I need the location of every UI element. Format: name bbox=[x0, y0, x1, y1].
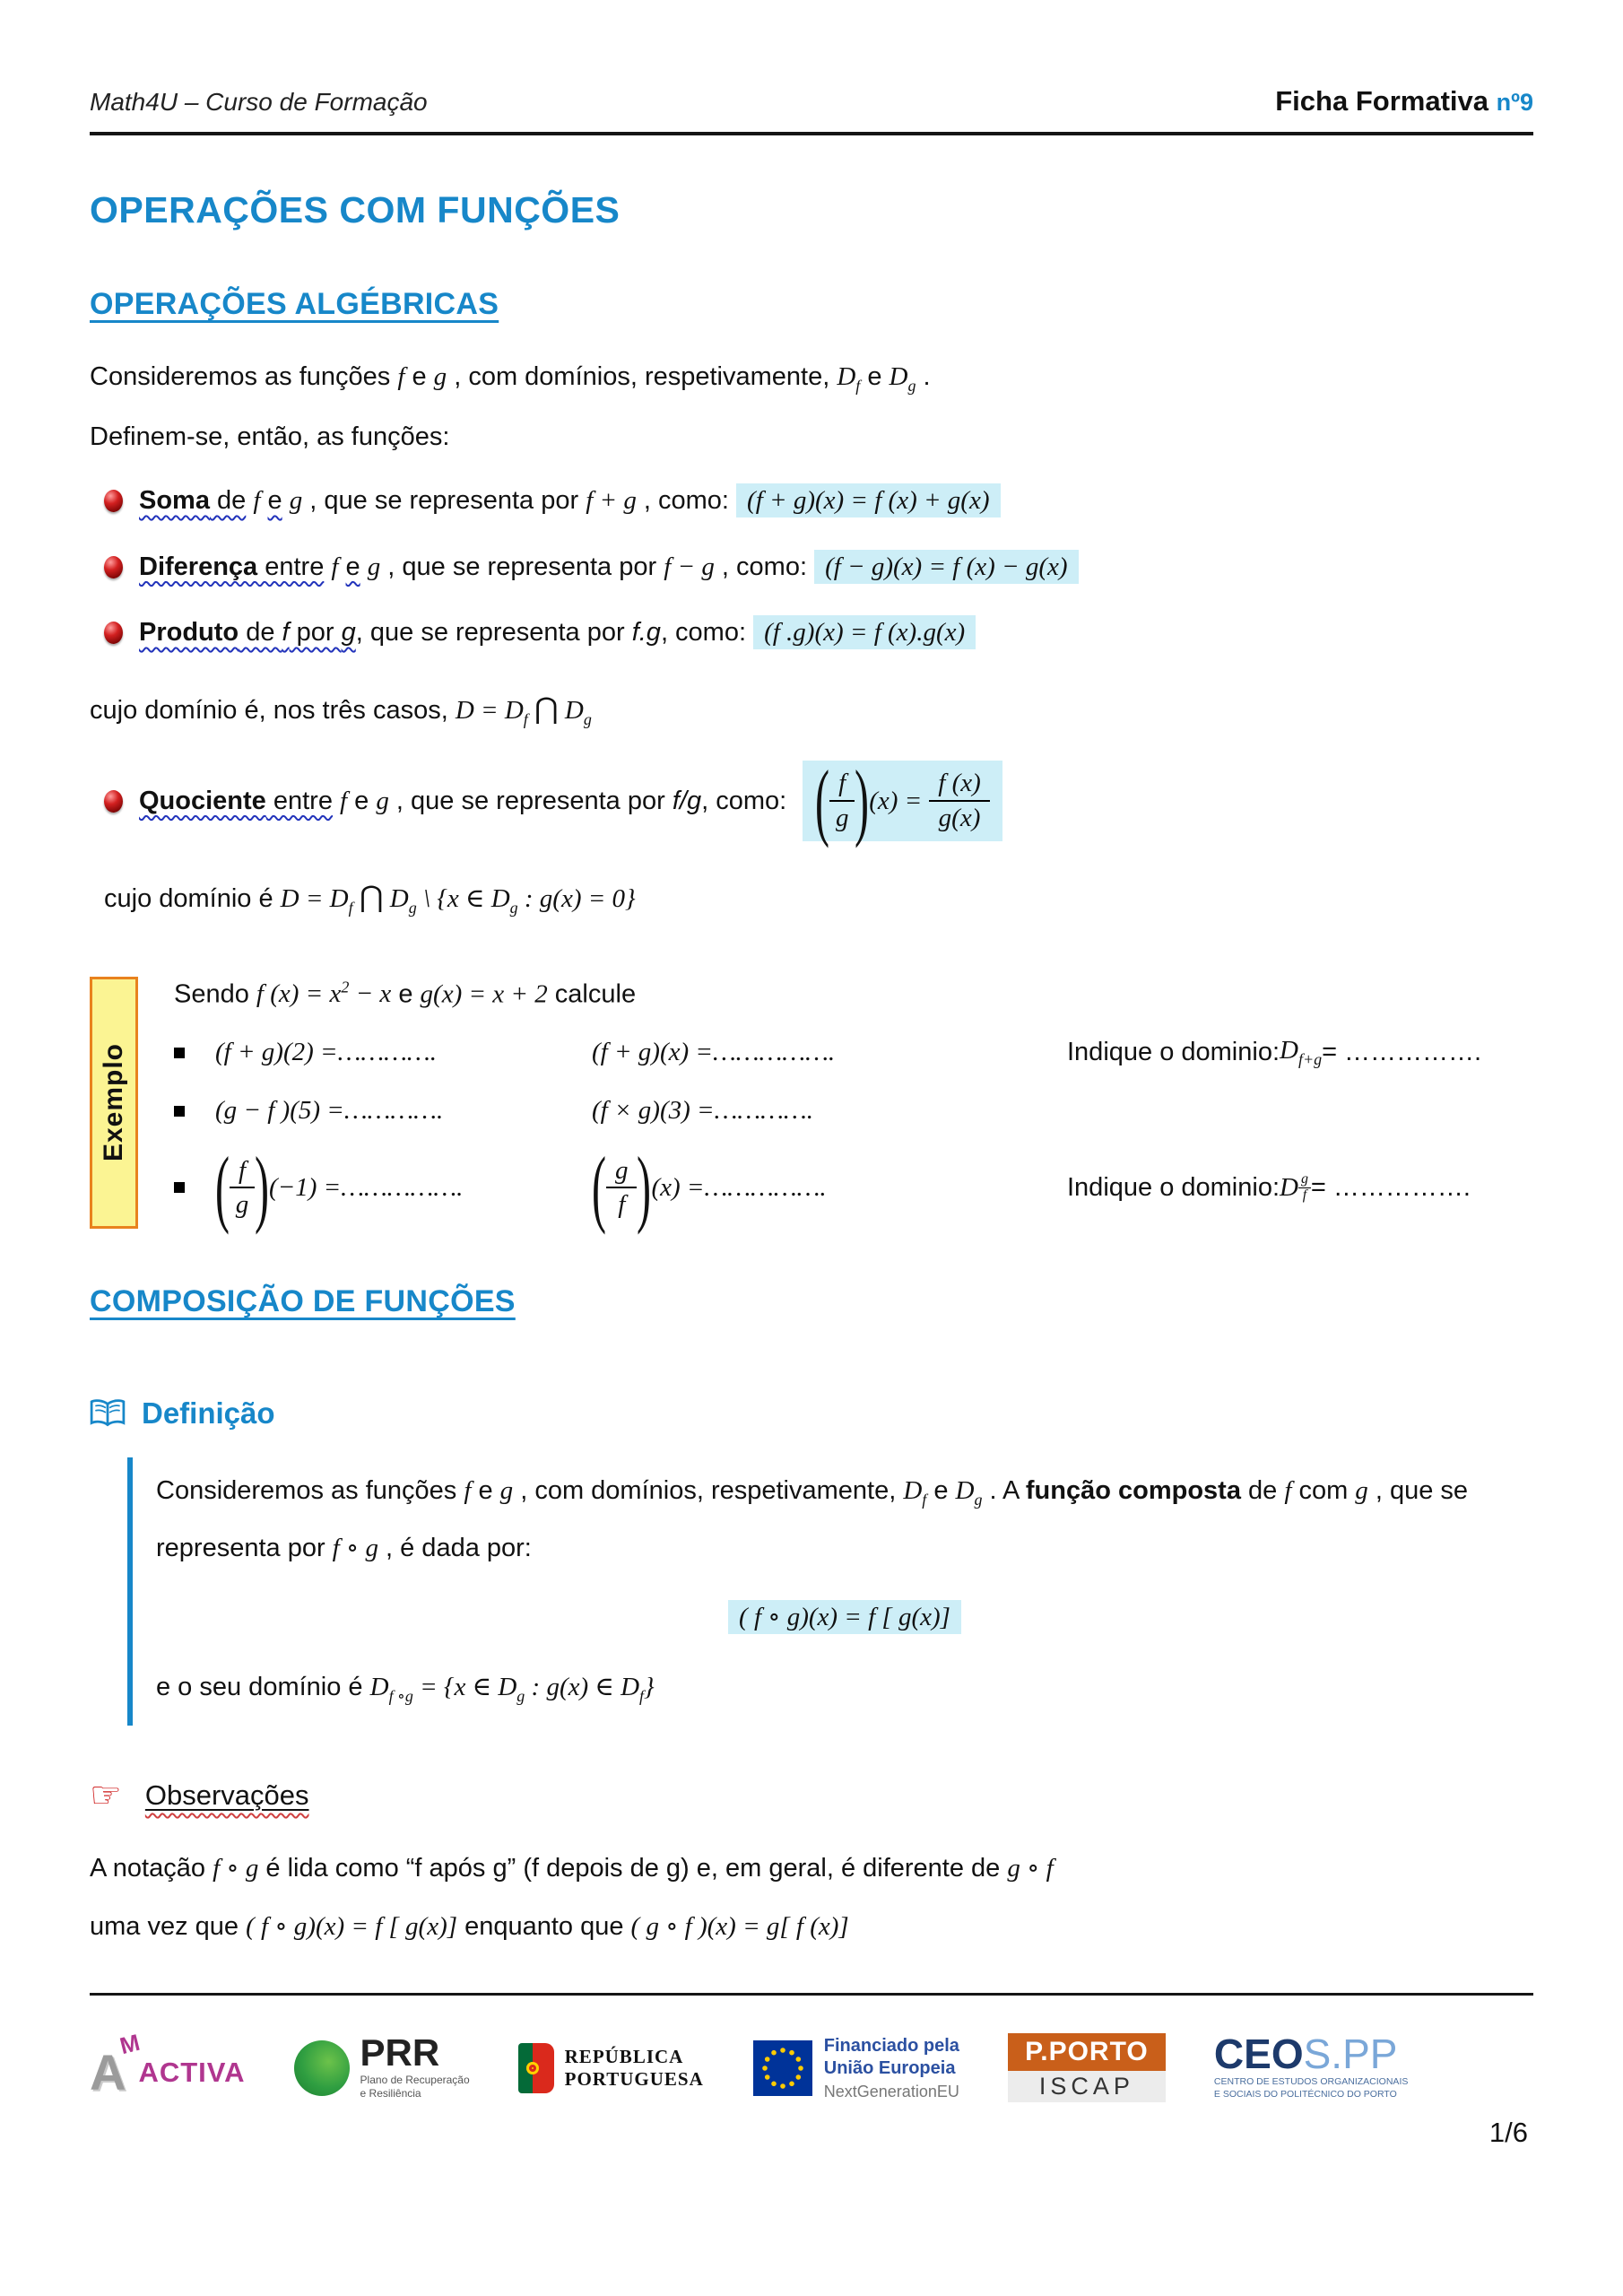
red-bullet-icon bbox=[104, 556, 123, 578]
page-title: OPERAÇÕES COM FUNÇÕES bbox=[90, 189, 621, 230]
prr-logo: PRR Plano de Recuperação e Resiliência bbox=[294, 2036, 470, 2100]
book-icon bbox=[90, 1399, 126, 1428]
section-operacoes-algebricas: OPERAÇÕES ALGÉBRICAS bbox=[90, 287, 499, 321]
bullet-soma bbox=[104, 482, 1533, 521]
portugal-flag-icon bbox=[518, 2043, 554, 2093]
diferenca-formula: (f − g)(x) = f (x) − g(x) bbox=[814, 550, 1078, 584]
intro-paragraph: Consideremos as funções f e g , com domínios, respetivamente, $D_f$ e $D_g$ . bbox=[90, 362, 931, 395]
observation-2: uma vez que ( f ∘ g)(x) = f [ g(x)] enquanto que ( g ∘ f )(x) = g[ f (x)] bbox=[90, 1912, 849, 1942]
definicao-label: Definição bbox=[142, 1396, 275, 1430]
domain-quotient: cujo domínio é $D = D_f$ ⋂ $D_g$ \ {x ∈ $D_g$ : g(x) = 0} bbox=[104, 882, 636, 918]
composition-domain: e o seu domínio é $D_{f \circ g} = \{x$ ∈ $D_g$ : g(x) ∈ $D_f$} bbox=[156, 1673, 655, 1705]
footer-logos bbox=[90, 2029, 1533, 2102]
pointing-hand-icon: ☞ bbox=[90, 1775, 122, 1815]
diferenca-lead: Diferença entre f e g , que se representa por f − g , como: bbox=[139, 552, 808, 581]
close-paren: ) bbox=[855, 752, 870, 848]
definition-text: Consideremos as funções f e g , com domínios, respetivamente, $D_f$ e $D_g$ . A função composta de f com g , que se representa por f ∘ g , é dada por: bbox=[156, 1475, 1469, 1562]
page-number: 1/6 bbox=[1488, 2117, 1528, 2149]
header bbox=[90, 85, 1533, 117]
red-bullet-icon bbox=[104, 490, 123, 512]
open-paren: ( bbox=[815, 752, 830, 848]
square-bullet-icon bbox=[174, 1182, 185, 1193]
observation-1: A notação f ∘ g é lida como “f após g” (f depois de g) e, em geral, é diferente de g ∘ f bbox=[90, 1853, 1054, 1883]
example-row-3: ( $\frac{f}{g}$ ) (−1) =……………. ( $\frac{g}{f}$ ) (x) =……………. Indique o dominio: D g f = ……………. bbox=[174, 1152, 1533, 1223]
example-box bbox=[90, 977, 1533, 1235]
produto-formula: (f .g)(x) = f (x).g(x) bbox=[753, 615, 976, 649]
example-row-2: (g − f )(5) =…………. (f × g)(3) =…………. bbox=[174, 1096, 1533, 1126]
red-bullet-icon bbox=[104, 790, 123, 813]
republica-portuguesa-logo: REPÚBLICA PORTUGUESA bbox=[518, 2043, 704, 2093]
sheet-title bbox=[1275, 85, 1533, 117]
section-composicao: COMPOSIÇÃO DE FUNÇÕES bbox=[90, 1283, 516, 1318]
eu-funding-logo: Financiado pela União Europeia NextGenerationEU bbox=[752, 2035, 959, 2101]
quociente-formula: ( $\frac{f}{g}$ ) (x) = $\frac{f (x)}{g(x)}$ bbox=[803, 761, 1002, 842]
footer-rule bbox=[90, 1993, 1533, 1996]
ativa-logo: A M ACTIVA bbox=[90, 2029, 246, 2101]
soma-formula: (f + g)(x) = f (x) + g(x) bbox=[736, 483, 1000, 517]
composition-formula: ( f ∘ g)(x) = f [ g(x)] bbox=[728, 1600, 961, 1634]
example-row-1: (f + g)(2) =…………. (f + g)(x) =……………. Indique o dominio: $D_{f+g}$ = ……………. bbox=[174, 1036, 1533, 1069]
ceos-pp-logo: CEOS.PP CENTRO DE ESTUDOS ORGANIZACIONAIS E SOCIAIS DO POLITÉCNICO DO PORTO bbox=[1213, 2031, 1409, 2100]
prr-mark-icon bbox=[294, 2040, 350, 2096]
definition-block bbox=[127, 1457, 1533, 1726]
example-label-box bbox=[90, 977, 138, 1229]
domain-three-cases: cujo domínio é, nos três casos, $D = D_f$ ⋂ $D_g$ bbox=[90, 692, 592, 728]
definicao-heading bbox=[90, 1396, 1533, 1431]
example-label: Exemplo bbox=[99, 1043, 128, 1162]
observacoes-heading bbox=[90, 1775, 1533, 1815]
bullet-produto bbox=[104, 613, 1533, 653]
quociente-lead: Quociente entre f e g , que se representa por f/g, como: bbox=[139, 786, 787, 815]
header-rule bbox=[90, 132, 1533, 135]
bullet-quociente bbox=[104, 752, 1533, 848]
sheet-title-text: Ficha Formativa bbox=[1275, 85, 1488, 117]
open-paren: ( bbox=[591, 1139, 606, 1235]
course-title: Math4U – Curso de Formação bbox=[90, 88, 428, 116]
close-paren: ) bbox=[255, 1139, 270, 1235]
red-bullet-icon bbox=[104, 622, 123, 644]
bullet-diferenca bbox=[104, 548, 1533, 587]
define-paragraph: Definem-se, então, as funções: bbox=[90, 422, 450, 452]
open-paren: ( bbox=[214, 1139, 230, 1235]
eu-flag-icon bbox=[752, 2040, 813, 2096]
example-intro: Sendo f $(x) = x^2 - x$ e g(x) = x + 2 calcule bbox=[174, 978, 637, 1009]
pporto-iscap-logo: P.PORTO ISCAP bbox=[1008, 2033, 1166, 2102]
square-bullet-icon bbox=[174, 1106, 185, 1117]
observacoes-label: Observações bbox=[144, 1779, 309, 1811]
square-bullet-icon bbox=[174, 1048, 185, 1058]
close-paren: ) bbox=[637, 1139, 652, 1235]
soma-lead: Soma de f e g , que se representa por f + g , como: bbox=[139, 486, 729, 516]
sheet-number: nº9 bbox=[1496, 89, 1533, 116]
produto-lead: Produto de f por g, que se representa por f.g, como: bbox=[139, 618, 747, 648]
